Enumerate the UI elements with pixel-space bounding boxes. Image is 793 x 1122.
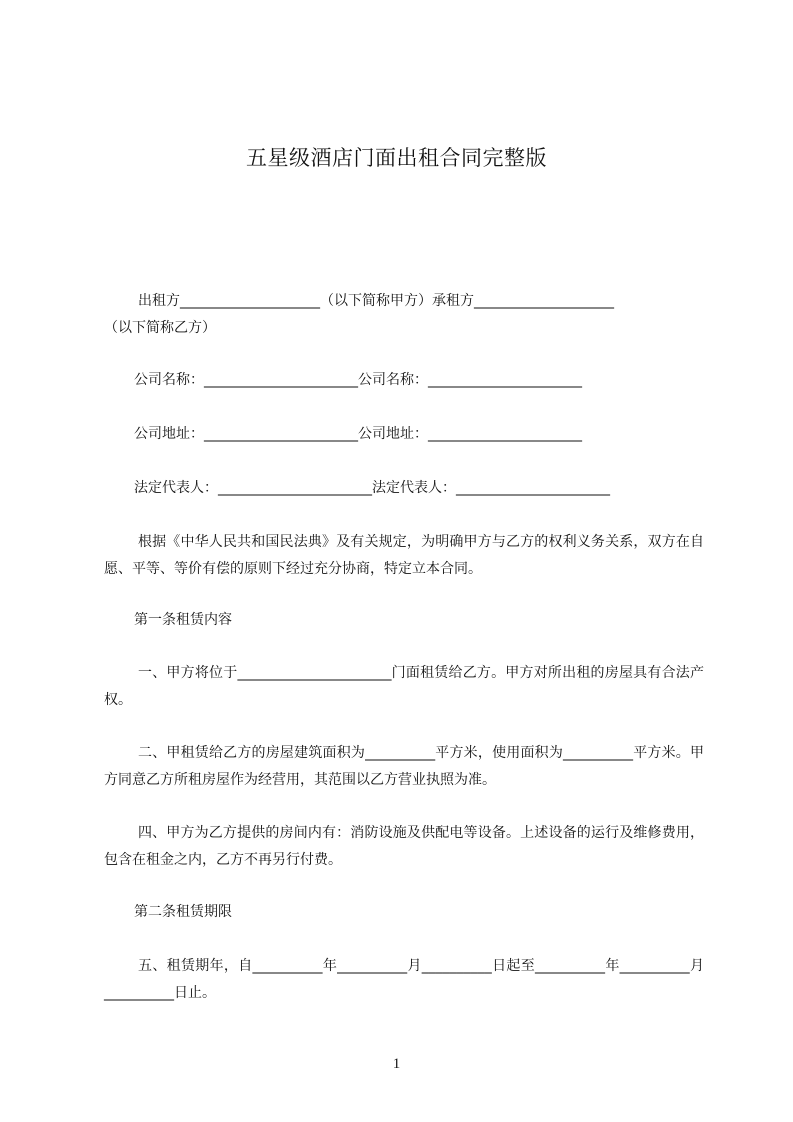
article-1-heading: 第一条租赁内容 [134, 612, 232, 628]
clause-1: 一、甲方将位于______________________门面租赁给乙方。甲方对所出租的房屋具有合法产权。 [104, 665, 704, 708]
clause-2: 二、甲租赁给乙方的房屋建筑面积为__________平方米，使用面积为__________平方米。甲方同意乙方所租房屋作为经营用，其范围以乙方营业执照为准。 [104, 745, 704, 788]
company-name-line: 公司名称：______________________公司名称：______________________ [134, 372, 582, 388]
company-address-line: 公司地址：______________________公司地址：______________________ [134, 426, 582, 442]
clause-4: 四、甲方为乙方提供的房间内有：消防设施及供配电等设备。上述设备的运行及维修费用，包含在租金之内，乙方不再另行付费。 [104, 825, 704, 868]
parties-line-1: 出租方____________________（以下简称甲方）承租方____________________ [138, 293, 614, 309]
clause-5: 五、租赁期年，自__________年__________月__________日起至__________年__________月__________日止。 [104, 958, 704, 1001]
preamble-paragraph: 根据《中华人民共和国民法典》及有关规定，为明确甲方与乙方的权利义务关系，双方在自愿、平等、等价有偿的原则下经过充分协商，特定立本合同。 [104, 534, 704, 577]
parties-paragraph [104, 288, 704, 342]
legal-representative-line: 法定代表人：______________________法定代表人：______________________ [134, 480, 610, 496]
article-2-heading: 第二条租赁期限 [134, 904, 232, 920]
page-number: 1 [392, 1056, 401, 1072]
parties-line-2: （以下简称乙方） [104, 320, 216, 336]
document-title: 五星级酒店门面出租合同完整版 [246, 146, 547, 170]
